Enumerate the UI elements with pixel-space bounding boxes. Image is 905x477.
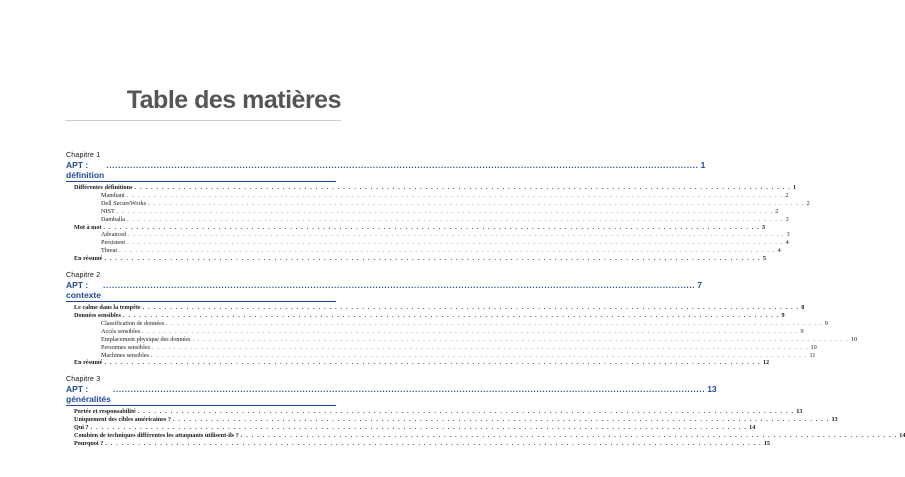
dot-leader: . . . . . . . . . . . . . . . . . . . . . . . . . . . . . . . . . . . . . . . . . . . . . . . . . . . . . . . . . . . . . . . . . . . . . . . . . . . . . . . . . . . . . . . . . . . . . . . . . . . . . . . . . . . . . . . . . . . . . . . . [126,191,784,199]
entry-title: Damballa [101,215,126,223]
entry-title: Persistent [101,239,126,247]
dot-leader: . . . . . . . . . . . . . . . . . . . . . . . . . . . . . . . . . . . . . . . . . . . . . . . . . . . . . . . . . . . . . . . . . . . . . . . . . . . . . . . . . . . . . . . . . . . . . . . . . . . . . . . . . . . . . . . . . . . . . . . . [166,319,823,327]
title-divider [65,120,341,121]
dot-leader: . . . . . . . . . . . . . . . . . . . . . . . . . . . . . . . . . . . . . . . . . . . . . . . . . . . . . . . . . . . . . . . . . . . . . . . . . . . . . . . . . . . . . . . . . . . . . . . . . . . . . . . . . . . . . . . . . . . . . . . . [151,343,809,351]
dot-leader: . . . . . . . . . . . . . . . . . . . . . . . . . . . . . . . . . . . . . . . . . . . . . . . . . . . . . . . . . . . . . . . . . . . . . . . . . . . . . . . . . . . . . . . . . . . . . . . . . . . . . . . . . . . . . . . . . . . . . . . . [137,408,795,416]
entry-page-number: 9 [800,327,804,335]
entry-title: Qui ? [74,424,89,432]
entry-page-number: 8 [801,304,805,312]
toc-entry[interactable] [66,408,803,416]
dot-leader: . . . . . . . . . . . . . . . . . . . . . . . . . . . . . . . . . . . . . . . . . . . . . . . . . . . . . . . . . . . . . . . . . . . . . . . . . . . . . . . . . . . . . . . . . . . . . . . . . . . . . . . . . . . . . . . . . . . . . . . . [119,247,776,255]
toc-entry[interactable] [66,255,766,263]
toc-subentry[interactable] [66,319,828,328]
dot-leader: . . . . . . . . . . . . . . . . . . . . . . . . . . . . . . . . . . . . . . . . . . . . . . . . . . . . . . . . . . . . . . . . . . . . . . . . . . . . . . . . . . . . . . . . . . . . . . . . . . . . . . . . . . . . . . . . . . . . . . . . [148,199,805,207]
entry-page-number: 1 [793,184,797,191]
entry-page-number: 11 [809,351,816,359]
dot-leader: . . . . . . . . . . . . . . . . . . . . . . . . . . . . . . . . . . . . . . . . . . . . . . . . . . . . . . . . . . . . . . . . . . . . . . . . . . . . . . . . . . . . . . . . . . . . . . . . . . . . . . . . . . . . . . . . . . . . . . . . [103,223,761,231]
entry-page-number: 2 [785,191,789,199]
dot-leader: . . . . . . . . . . . . . . . . . . . . . . . . . . . . . . . . . . . . . . . . . . . . . . . . . . . . . . . . . . . . . . . . . . . . . . . . . . . . . . . . . . . . . . . . . . . . . . . . . . . . . . . . . . . . . . . . . . . . . . . . [104,359,761,367]
entry-page-number: 2 [806,199,810,207]
entry-title: Mandiant [101,191,125,199]
entry-page-number: 10 [810,343,817,351]
entry-page-number: 10 [851,335,858,343]
entry-title: Dell SecureWorks [101,199,147,207]
chapter-section [66,151,810,263]
entry-title: Le calme dans la tempête [74,304,141,312]
chapter-page-number: 7 [697,280,703,291]
dot-leader: . . . . . . . . . . . . . . . . . . . . . . . . . . . . . . . . . . . . . . . . . . . . . . . . . . . . . . . . . . . . . . . . . . . . . . . . . . . . . . . . . . . . . . . . . . . . . . . . . . . . . . . . . . . . . . . . . . . . . . . . [240,432,898,440]
dot-leader: . . . . . . . . . . . . . . . . . . . . . . . . . . . . . . . . . . . . . . . . . . . . . . . . . . . . . . . . . . . . . . . . . . . . . . . . . . . . . . . . . . . . . . . . . . . . . . . . . . . . . . . . . . . . . . . . . . . . . . . . [127,239,784,247]
toc-entry[interactable] [66,311,785,320]
entry-page-number: 13 [831,416,838,424]
entry-title: Threat [101,247,118,255]
entry-title: Advanced [101,231,127,239]
entry-title: Combien de techniques différentes les attaquants utilisent-ils ? [74,432,239,440]
entry-title: En résumé [74,359,103,367]
entry-title: En résumé [74,255,103,263]
dot-leader: . . . . . . . . . . . . . . . . . . . . . . . . . . . . . . . . . . . . . . . . . . . . . . . . . . . . . . . . . . . . . . . . . . . . . . . . . . . . . . . . . . . . . . . . . . . . . . . . . . . . . . . . . . . . . . . . . . . . . . . . [150,351,808,359]
dot-leader: . . . . . . . . . . . . . . . . . . . . . . . . . . . . . . . . . . . . . . . . . . . . . . . . . . . . . . . . . . . . . . . . . . . . . . . . . . . . . . . . . . . . . . . . . . . . . . . . . . . . . . . . . . . . . . . . . . . . . . . . [104,255,761,263]
toc-subentry[interactable] [66,247,781,255]
dot-leader: . . . . . . . . . . . . . . . . . . . . . . . . . . . . . . . . . . . . . . . . . . . . . . . . . . . . . . . . . . . . . . . . . . . . . . . . . . . . . . . . . . . . . . . . . . . . . . . . . . . . . . . . . . . . . . . . . . . . . . . . [122,311,780,319]
chapter-label: Chapitre 2 [66,272,101,280]
chapter-label: Chapitre 1 [66,152,101,159]
toc-entry[interactable] [66,432,905,440]
entry-title: Accès sensibles [101,327,141,335]
chapter-title-row[interactable] [66,280,703,302]
dot-leader: . . . . . . . . . . . . . . . . . . . . . . . . . . . . . . . . . . . . . . . . . . . . . . . . . . . . . . . . . . . . . . . . . . . . . . . . . . . . . . . . . . . . . . . . . . . . . . . . . . . . . . . . . . . . . . . . . . . . . . . . [172,416,830,424]
entry-title: Classification de données [101,319,165,327]
toc-entry[interactable] [66,424,756,432]
chapter-title-row[interactable] [66,160,706,182]
entry-title: Uniquement des cibles américaines ? [74,416,171,424]
dot-leader: ........................................................................................................................................................................................................ [112,384,706,395]
entry-title: Personnes sensibles [101,343,150,351]
page-title: Table des matières [126,86,341,114]
chapter-label: Chapitre 3 [66,376,101,384]
entry-page-number: 4 [785,239,789,247]
toc-subentry[interactable] [66,231,790,239]
toc-entry[interactable] [66,416,838,424]
toc-subentry[interactable] [66,199,810,208]
entry-title: NIST [101,207,115,215]
toc-entry[interactable] [66,304,805,312]
chapter-section [66,375,905,448]
entry-page-number: 14 [899,432,905,440]
entry-page-number: 12 [762,359,770,367]
entry-title: Emplacement physique des données [101,335,191,343]
dot-leader: . . . . . . . . . . . . . . . . . . . . . . . . . . . . . . . . . . . . . . . . . . . . . . . . . . . . . . . . . . . . . . . . . . . . . . . . . . . . . . . . . . . . . . . . . . . . . . . . . . . . . . . . . . . . . . . . . . . . . . . . [116,207,774,215]
toc-subentry[interactable] [66,335,858,344]
toc-subentry[interactable] [66,215,789,224]
entry-page-number: 13 [796,408,803,416]
toc-subentry[interactable] [66,191,789,200]
dot-leader: . . . . . . . . . . . . . . . . . . . . . . . . . . . . . . . . . . . . . . . . . . . . . . . . . . . . . . . . . . . . . . . . . . . . . . . . . . . . . . . . . . . . . . . . . . . . . . . . . . . . . . . . . . . . . . . . . . . . . . . . [105,439,762,447]
chapter-title-row[interactable] [66,384,717,406]
entry-title: Machines sensibles [101,351,149,359]
entry-page-number: 14 [749,424,756,432]
entry-page-number: 2 [775,207,779,215]
entry-page-number: 15 [763,439,770,447]
toc-subentry[interactable] [66,351,816,360]
dot-leader: . . . . . . . . . . . . . . . . . . . . . . . . . . . . . . . . . . . . . . . . . . . . . . . . . . . . . . . . . . . . . . . . . . . . . . . . . . . . . . . . . . . . . . . . . . . . . . . . . . . . . . . . . . . . . . . . . . . . . . . . [142,327,799,335]
entry-title: Portée et responsabilité [74,408,136,416]
table-of-contents [66,151,905,456]
entry-title: Mot à mot [74,223,102,231]
entry-page-number: 3 [786,231,790,239]
entry-page-number: 3 [762,223,766,231]
entry-page-number: 9 [781,311,785,319]
dot-leader: ........................................................................................................................................................................................................ [102,280,696,291]
chapter-page-number: 1 [700,160,706,170]
dot-leader: ........................................................................................................................................................................................................ [106,160,699,170]
toc-entry[interactable] [66,223,766,232]
toc-subentry[interactable] [66,327,804,336]
toc-entry[interactable] [66,184,797,192]
entry-page-number: 4 [777,247,781,255]
chapter-title: APT : contexte [66,280,101,301]
dot-leader: . . . . . . . . . . . . . . . . . . . . . . . . . . . . . . . . . . . . . . . . . . . . . . . . . . . . . . . . . . . . . . . . . . . . . . . . . . . . . . . . . . . . . . . . . . . . . . . . . . . . . . . . . . . . . . . . . . . . . . . . [128,231,785,239]
toc-subentry[interactable] [66,207,779,216]
dot-leader: . . . . . . . . . . . . . . . . . . . . . . . . . . . . . . . . . . . . . . . . . . . . . . . . . . . . . . . . . . . . . . . . . . . . . . . . . . . . . . . . . . . . . . . . . . . . . . . . . . . . . . . . . . . . . . . . . . . . . . . . [90,424,748,432]
entry-page-number: 3 [785,215,789,223]
toc-entry[interactable] [66,359,770,367]
toc-entry[interactable] [66,439,770,448]
dot-leader: . . . . . . . . . . . . . . . . . . . . . . . . . . . . . . . . . . . . . . . . . . . . . . . . . . . . . . . . . . . . . . . . . . . . . . . . . . . . . . . . . . . . . . . . . . . . . . . . . . . . . . . . . . . . . . . . . . . . . . . . [192,335,850,343]
entry-title: Différentes définitions [74,184,133,191]
chapter-title: APT : définition [66,160,105,180]
dot-leader: . . . . . . . . . . . . . . . . . . . . . . . . . . . . . . . . . . . . . . . . . . . . . . . . . . . . . . . . . . . . . . . . . . . . . . . . . . . . . . . . . . . . . . . . . . . . . . . . . . . . . . . . . . . . . . . . . . . . . . . . [142,304,800,312]
dot-leader: . . . . . . . . . . . . . . . . . . . . . . . . . . . . . . . . . . . . . . . . . . . . . . . . . . . . . . . . . . . . . . . . . . . . . . . . . . . . . . . . . . . . . . . . . . . . . . . . . . . . . . . . . . . . . . . . . . . . . . . . [127,215,784,223]
chapter-title: APT : généralités [66,384,111,405]
toc-subentry[interactable] [66,343,817,352]
chapter-page-number: 13 [707,384,717,395]
dot-leader: . . . . . . . . . . . . . . . . . . . . . . . . . . . . . . . . . . . . . . . . . . . . . . . . . . . . . . . . . . . . . . . . . . . . . . . . . . . . . . . . . . . . . . . . . . . . . . . . . . . . . . . . . . . . . . . . . . . . . . . . [134,184,792,191]
entry-title: Pourquoi ? [74,439,104,447]
entry-page-number: 5 [762,255,766,263]
toc-subentry[interactable] [66,239,789,247]
chapter-section [66,271,858,367]
entry-page-number: 9 [824,319,828,327]
entry-title: Données sensibles [74,311,121,319]
